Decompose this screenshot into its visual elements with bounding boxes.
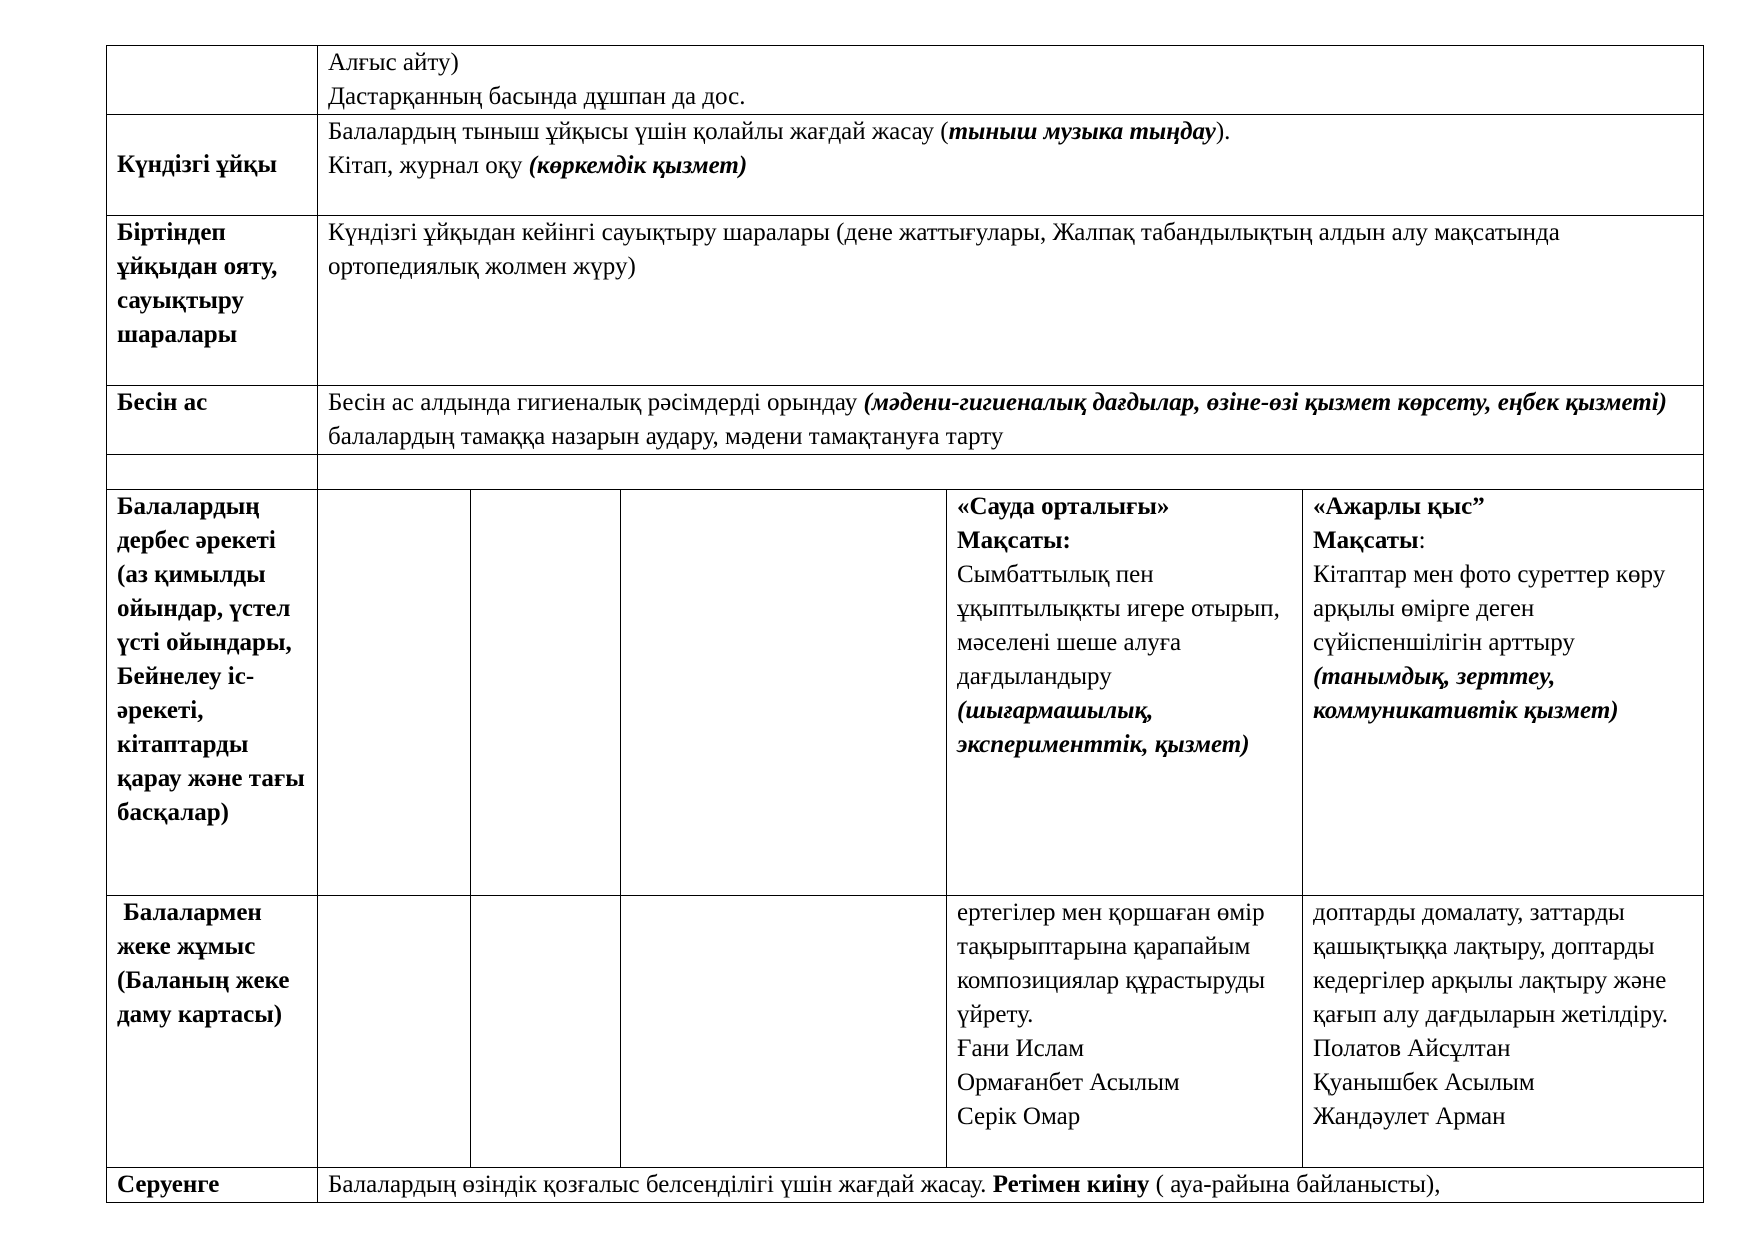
day-cell bbox=[318, 896, 471, 1168]
text: балалардың тамаққа назарын аудару, мәдени тамақтануға тарту bbox=[328, 423, 1004, 450]
row-label bbox=[107, 46, 318, 115]
row-content: Күндізгі ұйқыдан кейінгі сауықтыру шаралары (дене жаттығулары, Жалпақ табандылықтың алдын алу мақсатында ортопедиялық жолмен жүру) bbox=[318, 216, 1704, 386]
child-name: Ғани Ислам bbox=[957, 1035, 1085, 1062]
row-content bbox=[318, 1168, 1704, 1203]
text: ). bbox=[1215, 118, 1231, 145]
text: ( ауа-райына байланысты), bbox=[1149, 1171, 1441, 1198]
bold-text: Ретімен киіну bbox=[992, 1171, 1150, 1198]
child-name: Серік Омар bbox=[957, 1103, 1081, 1130]
text-line bbox=[328, 149, 1693, 183]
day-cell bbox=[471, 490, 621, 896]
day-cell bbox=[621, 896, 947, 1168]
day-cell bbox=[1303, 490, 1704, 896]
goal-line bbox=[1313, 524, 1693, 558]
schedule-table bbox=[106, 45, 1704, 1203]
goal-label: Мақсаты bbox=[1313, 527, 1419, 554]
row-empty bbox=[107, 455, 1704, 490]
day-cell bbox=[318, 490, 471, 896]
emphasis-text: (мәдени-гигиеналық дағдылар, өзіне-өзі қызмет көрсету, еңбек қызметі) bbox=[863, 389, 1667, 416]
row-wakeup bbox=[107, 216, 1704, 386]
day-cell bbox=[947, 490, 1303, 896]
day-cell bbox=[471, 896, 621, 1168]
row-snack bbox=[107, 386, 1704, 455]
emphasis-text: (көркемдік қызмет) bbox=[528, 152, 748, 179]
text-line: Алғыс айту) bbox=[328, 49, 459, 76]
day-cell bbox=[1303, 896, 1704, 1168]
row-label: Күндізгі ұйқы bbox=[107, 115, 318, 216]
child-name: Полатов Айсұлтан bbox=[1313, 1035, 1511, 1062]
task-text: ертегілер мен қоршаған өмір тақырыптарына қарапайым композициялар құрастыруды үйрету. bbox=[957, 899, 1266, 1028]
row-label: Серуенге bbox=[107, 1168, 318, 1203]
day-cell bbox=[947, 896, 1303, 1168]
day-cell bbox=[621, 490, 947, 896]
goal-text: Сымбаттылық пен ұқыптылықкты игере отырып, мәселені шеше алуға дағдыландыру bbox=[957, 561, 1280, 690]
activity-title: «Ажарлы қыс” bbox=[1313, 493, 1485, 520]
row-content bbox=[318, 455, 1704, 490]
text: Бесін ас алдында гигиеналық рәсімдерді орындау bbox=[328, 389, 864, 416]
text-line: Дастарқанның басында дұшпан да дос. bbox=[328, 83, 746, 110]
text: Балалардың өзіндік қозғалыс белсенділігі үшін жағдай жасау. bbox=[328, 1171, 993, 1198]
row-walk bbox=[107, 1168, 1704, 1203]
row-nap bbox=[107, 115, 1704, 216]
row-label: Біртіндеп ұйқыдан ояту, сауықтыру шаралары bbox=[107, 216, 318, 386]
emphasis-text: (танымдық, зерттеу, коммуникативтік қызмет) bbox=[1313, 663, 1619, 724]
goal-separator: : bbox=[1418, 527, 1426, 554]
row-label: Балалармен жеке жұмыс (Баланың жеке даму картасы) bbox=[107, 896, 318, 1168]
row-independent-activity bbox=[107, 490, 1704, 896]
child-name: Жандәулет Арман bbox=[1313, 1103, 1506, 1130]
text-line bbox=[328, 115, 1693, 149]
child-name: Қуанышбек Асылым bbox=[1313, 1069, 1535, 1096]
task-text: доптарды домалату, заттарды қашықтыққа лақтыру, доптарды кедергілер арқылы лақтыру және қағып алу дағдыларын жетілдіру. bbox=[1313, 899, 1669, 1028]
goal-label: Мақсаты: bbox=[957, 527, 1071, 554]
row-thanks bbox=[107, 46, 1704, 115]
goal-text: Кітаптар мен фото суреттер көру арқылы өмірге деген сүйіспеншілігін арттыру bbox=[1313, 561, 1666, 656]
goal-line bbox=[957, 524, 1292, 558]
child-name: Ормағанбет Асылым bbox=[957, 1069, 1180, 1096]
row-individual-work bbox=[107, 896, 1704, 1168]
row-content bbox=[318, 115, 1704, 216]
text: Кітап, журнал оқу bbox=[328, 152, 529, 179]
row-content bbox=[318, 386, 1704, 455]
activity-title: «Сауда орталығы» bbox=[957, 493, 1170, 520]
emphasis-text: (шығармашылық, эксперименттік, қызмет) bbox=[957, 697, 1250, 758]
row-content bbox=[318, 46, 1704, 115]
row-label: Балалардың дербес әрекеті (аз қимылды ойындар, үстел үсті ойындары, Бейнелеу іс-әрекеті, кітаптарды қарау және тағы басқалар) bbox=[107, 490, 318, 896]
row-label bbox=[107, 455, 318, 490]
emphasis-text: тыныш музыка тыңдау bbox=[948, 118, 1216, 145]
row-label: Бесін ас bbox=[107, 386, 318, 455]
text: Балалардың тыныш ұйқысы үшін қолайлы жағдай жасау ( bbox=[328, 118, 949, 145]
